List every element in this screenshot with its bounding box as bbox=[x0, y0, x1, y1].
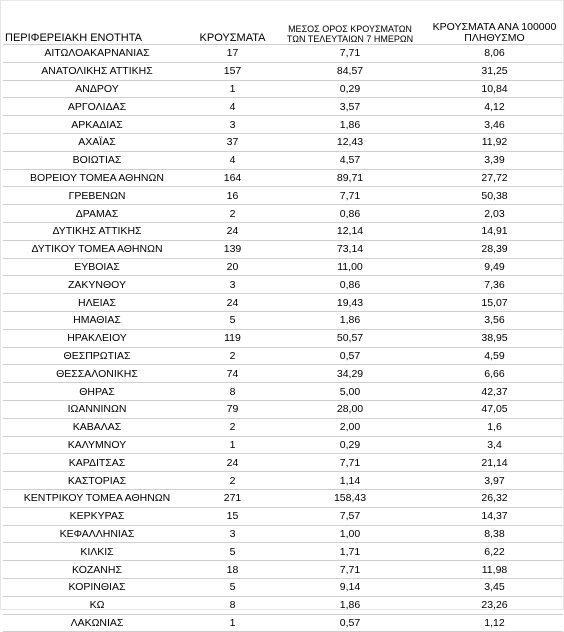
table-row bbox=[3, 543, 563, 561]
cases-cell: 1 bbox=[191, 614, 274, 632]
region-cell: ΚΕΝΤΡΙΚΟΥ ΤΟΜΕΑ ΑΘΗΝΩΝ bbox=[3, 489, 191, 507]
region-cell: ΚΕΡΚΥΡΑΣ bbox=[3, 507, 191, 525]
cases-cell: 271 bbox=[191, 489, 274, 507]
cases-cell: 1 bbox=[191, 80, 274, 98]
table-row bbox=[3, 187, 563, 205]
cases-cell: 15 bbox=[191, 507, 274, 525]
per-100k-cell: 31,25 bbox=[426, 62, 563, 80]
cases-cell: 79 bbox=[191, 400, 274, 418]
cases-cell: 3 bbox=[191, 276, 274, 294]
cases-cell: 74 bbox=[191, 365, 274, 383]
region-cell: ΑΡΓΟΛΙΔΑΣ bbox=[3, 98, 191, 116]
table-row bbox=[3, 311, 563, 329]
avg-7-days-cell: 1,71 bbox=[274, 543, 426, 561]
avg-7-days-cell: 1,14 bbox=[274, 472, 426, 490]
avg-7-days-cell: 7,71 bbox=[274, 454, 426, 472]
per-100k-cell: 14,91 bbox=[426, 222, 563, 240]
region-cell: ΛΑΚΩΝΙΑΣ bbox=[3, 614, 191, 632]
per-100k-cell: 27,72 bbox=[426, 169, 563, 187]
cases-cell: 164 bbox=[191, 169, 274, 187]
cases-cell: 157 bbox=[191, 62, 274, 80]
per-100k-cell: 9,49 bbox=[426, 258, 563, 276]
cases-cell: 5 bbox=[191, 311, 274, 329]
table-row bbox=[3, 258, 563, 276]
region-cell: ΔΡΑΜΑΣ bbox=[3, 205, 191, 223]
region-cell: ΕΥΒΟΙΑΣ bbox=[3, 258, 191, 276]
header-cases: ΚΡΟΥΣΜΑΤΑ bbox=[199, 32, 266, 44]
per-100k-cell: 50,38 bbox=[426, 187, 563, 205]
region-cell: ΙΩΑΝΝΙΝΩΝ bbox=[3, 400, 191, 418]
region-cell: ΑΝΔΡΟΥ bbox=[3, 80, 191, 98]
per-100k-cell: 42,37 bbox=[426, 383, 563, 401]
per-100k-cell: 3,39 bbox=[426, 151, 563, 169]
per-100k-cell: 6,66 bbox=[426, 365, 563, 383]
region-cell: ΘΕΣΠΡΩΤΙΑΣ bbox=[3, 347, 191, 365]
region-cell: ΓΡΕΒΕΝΩΝ bbox=[3, 187, 191, 205]
per-100k-cell: 10,84 bbox=[426, 80, 563, 98]
per-100k-cell: 3,97 bbox=[426, 472, 563, 490]
avg-7-days-cell: 0,29 bbox=[274, 436, 426, 454]
per-100k-cell: 23,26 bbox=[426, 596, 563, 614]
table-row bbox=[3, 240, 563, 258]
header-per-100k bbox=[426, 11, 563, 45]
table-row bbox=[3, 329, 563, 347]
cases-cell: 24 bbox=[191, 222, 274, 240]
table-body bbox=[3, 45, 563, 632]
region-cell: ΑΙΤΩΛΟΑΚΑΡΝΑΝΙΑΣ bbox=[3, 45, 191, 63]
table-row bbox=[3, 472, 563, 490]
avg-7-days-cell: 34,29 bbox=[274, 365, 426, 383]
avg-7-days-cell: 1,86 bbox=[274, 311, 426, 329]
per-100k-cell: 38,95 bbox=[426, 329, 563, 347]
cases-cell: 2 bbox=[191, 418, 274, 436]
header-region: ΠΕΡΙΦΕΡΕΙΑΚΗ ΕΝΟΤΗΤΑ bbox=[5, 32, 142, 44]
region-cell: ΔΥΤΙΚΗΣ ΑΤΤΙΚΗΣ bbox=[3, 222, 191, 240]
table-row bbox=[3, 365, 563, 383]
table-row bbox=[3, 151, 563, 169]
region-cell: ΘΕΣΣΑΛΟΝΙΚΗΣ bbox=[3, 365, 191, 383]
avg-7-days-cell: 7,71 bbox=[274, 561, 426, 579]
per-100k-cell: 1,12 bbox=[426, 614, 563, 632]
table-row bbox=[3, 489, 563, 507]
region-cell: ΗΜΑΘΙΑΣ bbox=[3, 311, 191, 329]
region-cell: ΘΗΡΑΣ bbox=[3, 383, 191, 401]
cases-table bbox=[3, 11, 563, 632]
per-100k-cell: 2,03 bbox=[426, 205, 563, 223]
cases-cell: 5 bbox=[191, 543, 274, 561]
region-cell: ΑΝΑΤΟΛΙΚΗΣ ΑΤΤΙΚΗΣ bbox=[3, 62, 191, 80]
per-100k-cell: 21,14 bbox=[426, 454, 563, 472]
header-per100k-line1: ΚΡΟΥΣΜΑΤΑ ΑΝΑ 100000 bbox=[432, 21, 557, 33]
table-row bbox=[3, 614, 563, 632]
table-row bbox=[3, 80, 563, 98]
table-row bbox=[3, 561, 563, 579]
cases-cell: 8 bbox=[191, 383, 274, 401]
avg-7-days-cell: 0,57 bbox=[274, 347, 426, 365]
cases-cell: 1 bbox=[191, 436, 274, 454]
table-row bbox=[3, 383, 563, 401]
per-100k-cell: 7,36 bbox=[426, 276, 563, 294]
cases-cell: 37 bbox=[191, 133, 274, 151]
cases-cell: 2 bbox=[191, 205, 274, 223]
region-cell: ΚΙΛΚΙΣ bbox=[3, 543, 191, 561]
avg-7-days-cell: 84,57 bbox=[274, 62, 426, 80]
avg-7-days-cell: 0,29 bbox=[274, 80, 426, 98]
cases-cell: 3 bbox=[191, 525, 274, 543]
region-cell: ΚΑΒΑΛΑΣ bbox=[3, 418, 191, 436]
table-row bbox=[3, 436, 563, 454]
avg-7-days-cell: 50,57 bbox=[274, 329, 426, 347]
cases-cell: 139 bbox=[191, 240, 274, 258]
per-100k-cell: 4,12 bbox=[426, 98, 563, 116]
cases-cell: 2 bbox=[191, 472, 274, 490]
cases-cell: 4 bbox=[191, 151, 274, 169]
per-100k-cell: 3,4 bbox=[426, 436, 563, 454]
cases-cell: 5 bbox=[191, 578, 274, 596]
per-100k-cell: 26,32 bbox=[426, 489, 563, 507]
region-cell: ΚΟΡΙΝΘΙΑΣ bbox=[3, 578, 191, 596]
table-row bbox=[3, 45, 563, 63]
header-avg-line1: ΜΕΣΟΣ ΟΡΟΣ ΚΡΟΥΣΜΑΤΩΝ bbox=[288, 24, 412, 34]
avg-7-days-cell: 0,57 bbox=[274, 614, 426, 632]
avg-7-days-cell: 5,00 bbox=[274, 383, 426, 401]
table-header-row bbox=[3, 11, 563, 45]
region-cell: ΒΟΙΩΤΙΑΣ bbox=[3, 151, 191, 169]
cases-cell: 24 bbox=[191, 454, 274, 472]
region-cell: ΔΥΤΙΚΟΥ ΤΟΜΕΑ ΑΘΗΝΩΝ bbox=[3, 240, 191, 258]
per-100k-cell: 14,37 bbox=[426, 507, 563, 525]
table-row bbox=[3, 507, 563, 525]
avg-7-days-cell: 19,43 bbox=[274, 294, 426, 312]
table-row bbox=[3, 222, 563, 240]
region-cell: ΗΛΕΙΑΣ bbox=[3, 294, 191, 312]
cases-cell: 16 bbox=[191, 187, 274, 205]
avg-7-days-cell: 7,57 bbox=[274, 507, 426, 525]
table-row bbox=[3, 133, 563, 151]
per-100k-cell: 8,06 bbox=[426, 45, 563, 63]
header-avg-7-days bbox=[274, 11, 426, 45]
per-100k-cell: 15,07 bbox=[426, 294, 563, 312]
table-row bbox=[3, 169, 563, 187]
per-100k-cell: 1,6 bbox=[426, 418, 563, 436]
avg-7-days-cell: 2,00 bbox=[274, 418, 426, 436]
cases-cell: 18 bbox=[191, 561, 274, 579]
per-100k-cell: 11,98 bbox=[426, 561, 563, 579]
region-cell: ΑΧΑΪΑΣ bbox=[3, 133, 191, 151]
avg-7-days-cell: 73,14 bbox=[274, 240, 426, 258]
table-row bbox=[3, 205, 563, 223]
avg-7-days-cell: 3,57 bbox=[274, 98, 426, 116]
table-row bbox=[3, 276, 563, 294]
region-cell: ΗΡΑΚΛΕΙΟΥ bbox=[3, 329, 191, 347]
avg-7-days-cell: 7,71 bbox=[274, 187, 426, 205]
avg-7-days-cell: 12,43 bbox=[274, 133, 426, 151]
per-100k-cell: 47,05 bbox=[426, 400, 563, 418]
avg-7-days-cell: 4,57 bbox=[274, 151, 426, 169]
table-row bbox=[3, 116, 563, 134]
cases-cell: 3 bbox=[191, 116, 274, 134]
avg-7-days-cell: 9,14 bbox=[274, 578, 426, 596]
table-row bbox=[3, 98, 563, 116]
avg-7-days-cell: 7,71 bbox=[274, 45, 426, 63]
per-100k-cell: 8,38 bbox=[426, 525, 563, 543]
region-cell: ΒΟΡΕΙΟΥ ΤΟΜΕΑ ΑΘΗΝΩΝ bbox=[3, 169, 191, 187]
cases-cell: 119 bbox=[191, 329, 274, 347]
avg-7-days-cell: 89,71 bbox=[274, 169, 426, 187]
cases-cell: 20 bbox=[191, 258, 274, 276]
cases-cell: 17 bbox=[191, 45, 274, 63]
avg-7-days-cell: 0,86 bbox=[274, 205, 426, 223]
header-per100k-line2: ΠΛΗΘΥΣΜΟ bbox=[464, 32, 525, 44]
region-cell: ΚΕΦΑΛΛΗΝΙΑΣ bbox=[3, 525, 191, 543]
per-100k-cell: 4,59 bbox=[426, 347, 563, 365]
per-100k-cell: 28,39 bbox=[426, 240, 563, 258]
table-row bbox=[3, 454, 563, 472]
region-cell: ΖΑΚΥΝΘΟΥ bbox=[3, 276, 191, 294]
region-cell: ΚΑΣΤΟΡΙΑΣ bbox=[3, 472, 191, 490]
table-row bbox=[3, 347, 563, 365]
region-cell: ΚΟΖΑΝΗΣ bbox=[3, 561, 191, 579]
per-100k-cell: 3,45 bbox=[426, 578, 563, 596]
region-cell: ΑΡΚΑΔΙΑΣ bbox=[3, 116, 191, 134]
table-row bbox=[3, 525, 563, 543]
cases-cell: 8 bbox=[191, 596, 274, 614]
table-row bbox=[3, 294, 563, 312]
avg-7-days-cell: 1,86 bbox=[274, 596, 426, 614]
region-cell: ΚΩ bbox=[3, 596, 191, 614]
table-row bbox=[3, 400, 563, 418]
region-cell: ΚΑΡΔΙΤΣΑΣ bbox=[3, 454, 191, 472]
region-cell: ΚΑΛΥΜΝΟΥ bbox=[3, 436, 191, 454]
table-row bbox=[3, 62, 563, 80]
per-100k-cell: 3,56 bbox=[426, 311, 563, 329]
cases-cell: 24 bbox=[191, 294, 274, 312]
avg-7-days-cell: 0,86 bbox=[274, 276, 426, 294]
avg-7-days-cell: 28,00 bbox=[274, 400, 426, 418]
avg-7-days-cell: 1,86 bbox=[274, 116, 426, 134]
avg-7-days-cell: 1,00 bbox=[274, 525, 426, 543]
avg-7-days-cell: 11,00 bbox=[274, 258, 426, 276]
per-100k-cell: 3,46 bbox=[426, 116, 563, 134]
table-row bbox=[3, 578, 563, 596]
header-avg-line2: ΤΩΝ ΤΕΛΕΥΤΑΙΩΝ 7 ΗΜΕΡΩΝ bbox=[286, 34, 414, 44]
per-100k-cell: 6,22 bbox=[426, 543, 563, 561]
table-row bbox=[3, 596, 563, 614]
avg-7-days-cell: 158,43 bbox=[274, 489, 426, 507]
cases-cell: 2 bbox=[191, 347, 274, 365]
avg-7-days-cell: 12,14 bbox=[274, 222, 426, 240]
table-row bbox=[3, 418, 563, 436]
cases-cell: 4 bbox=[191, 98, 274, 116]
per-100k-cell: 11,92 bbox=[426, 133, 563, 151]
